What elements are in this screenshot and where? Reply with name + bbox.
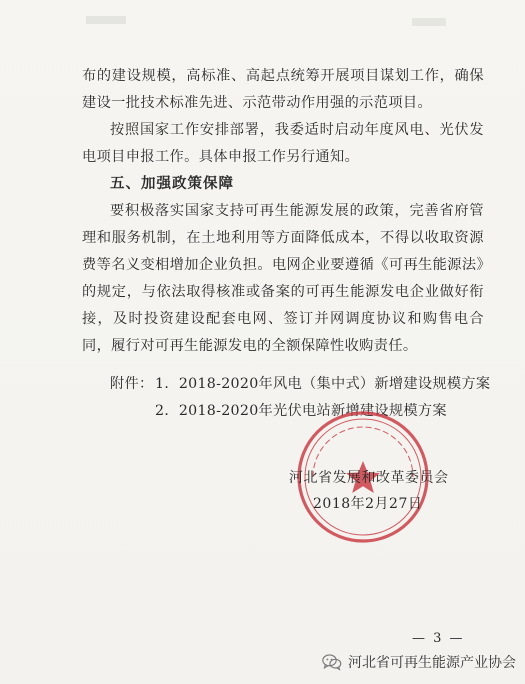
section-heading: 五、加强政策保障: [110, 176, 234, 192]
attachment-item-2: 2．2018-2020年光伏电站新增建设规模方案: [155, 403, 447, 419]
attachments-label: 附件：: [110, 376, 154, 392]
wechat-icon: [322, 653, 342, 671]
paragraph-policy-support: 要积极落实国家支持可再生能源发展的政策，完善省府管理和服务机制，在土地利用等方面降低成本，不得以收取资源费等名义变相增加企业负担。电网企业要遵循《可再生能源法》的规定，与依法取得核准或备案的可再生能源发电企业做好衔接，及时投资建设配套电网、签订并网调度协议和购售电合同，履行对可再生能源发电的全额保障性收购责任。: [82, 203, 484, 354]
account-name: 河北省可再生能源产业协会: [348, 655, 516, 671]
wechat-watermark: [322, 651, 516, 673]
bleed-through-mark: [86, 16, 126, 24]
issuing-organization: 河北省发展和改革委员会: [289, 470, 449, 486]
paragraph-continuation: 布的建设规模，高标准、高起点统筹开展项目谋划工作，确保建设一批技术标准先进、示范带动作用强的示范项目。: [82, 68, 484, 111]
issue-date: 2018年2月27日: [313, 496, 423, 512]
bleed-through-mark: [412, 18, 446, 26]
paragraph-application-notice: 按照国家工作安排部署，我委适时启动年度风电、光伏发电项目申报工作。具体申报工作另行通知。: [82, 122, 484, 165]
attachment-item-1: 1．2018-2020年风电（集中式）新增建设规模方案: [155, 376, 491, 392]
page-number: — 3 —: [412, 631, 465, 646]
